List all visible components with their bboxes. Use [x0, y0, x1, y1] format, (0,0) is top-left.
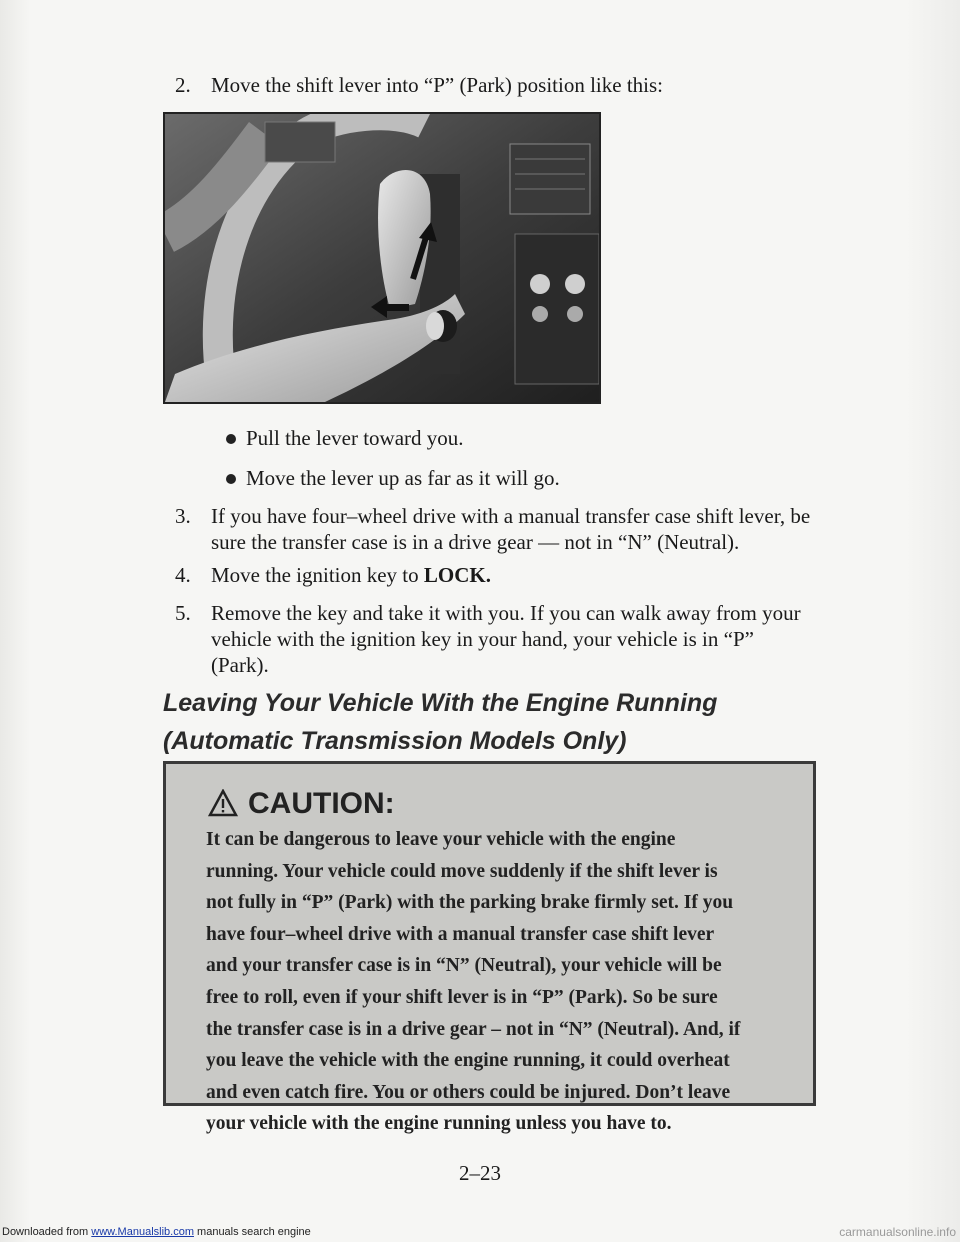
caution-title	[208, 784, 395, 828]
bullet-text: Pull the lever toward you.	[246, 426, 464, 450]
watermark: carmanualsonline.info	[839, 1225, 956, 1239]
caution-line: your vehicle with the engine running unless you have to.	[206, 1113, 672, 1135]
step-text-line: sure the transfer case is in a drive gear — not in “N” (Neutral).	[211, 530, 740, 554]
step-number: 4.	[175, 563, 191, 587]
download-prefix: Downloaded from	[2, 1226, 92, 1238]
caution-line: have four–wheel drive with a manual transfer case shift lever	[206, 923, 715, 945]
step-text: Move the shift lever into “P” (Park) position like this:	[211, 73, 664, 97]
step-text-line: Remove the key and take it with you. If you can walk away from your	[211, 601, 801, 625]
section-heading	[163, 684, 717, 760]
caution-line: not fully in “P” (Park) with the parking brake firmly set. If you	[206, 892, 734, 914]
step-text	[211, 562, 491, 589]
section-heading-line: Leaving Your Vehicle With the Engine Running	[163, 689, 718, 717]
caution-line: It can be dangerous to leave your vehicle with the engine	[206, 829, 676, 850]
step-number: 5.	[175, 601, 191, 625]
page-number: 2–23	[459, 1161, 501, 1185]
caution-title-text: CAUTION:	[248, 787, 395, 820]
caution-line: the transfer case is in a drive gear – not in “N” (Neutral). And, if	[206, 1018, 741, 1040]
caution-line: running. Your vehicle could move suddenly if the shift lever is	[206, 860, 718, 882]
caution-line: and even catch fire. You or others could be injured. Don’t leave	[206, 1081, 731, 1103]
bullet-text: Move the lever up as far as it will go.	[246, 466, 560, 490]
caution-box	[163, 761, 816, 1135]
step-text-plain: Move the ignition key to	[211, 563, 424, 587]
section-heading-line: (Automatic Transmission Models Only)	[163, 727, 627, 755]
shift-lever-photo	[163, 112, 601, 404]
bullet-dot	[226, 434, 236, 444]
download-suffix: manuals search engine	[193, 1226, 311, 1238]
warning-triangle-icon	[208, 788, 238, 828]
step-number: 3.	[175, 504, 191, 528]
caution-line: and your transfer case is in “N” (Neutral), your vehicle will be	[206, 955, 722, 977]
lock-position-label: LOCK.	[423, 563, 491, 587]
caution-line: you leave the vehicle with the engine running, it could overheat	[206, 1050, 730, 1072]
step-text-line: (Park).	[211, 653, 269, 677]
footer	[0, 1223, 960, 1242]
bullet-dot	[226, 474, 236, 484]
step-number: 2.	[175, 73, 191, 97]
step-text-line: If you have four–wheel drive with a manual transfer case shift lever, be	[211, 504, 811, 528]
manualslib-link[interactable]: www.Manualslib.com	[91, 1226, 194, 1238]
download-notice	[2, 1223, 311, 1242]
caution-body	[206, 824, 796, 1140]
caution-line: free to roll, even if your shift lever is in “P” (Park). So be sure	[206, 986, 718, 1008]
step-text-line: vehicle with the ignition key in your hand, your vehicle is in “P”	[211, 627, 754, 651]
